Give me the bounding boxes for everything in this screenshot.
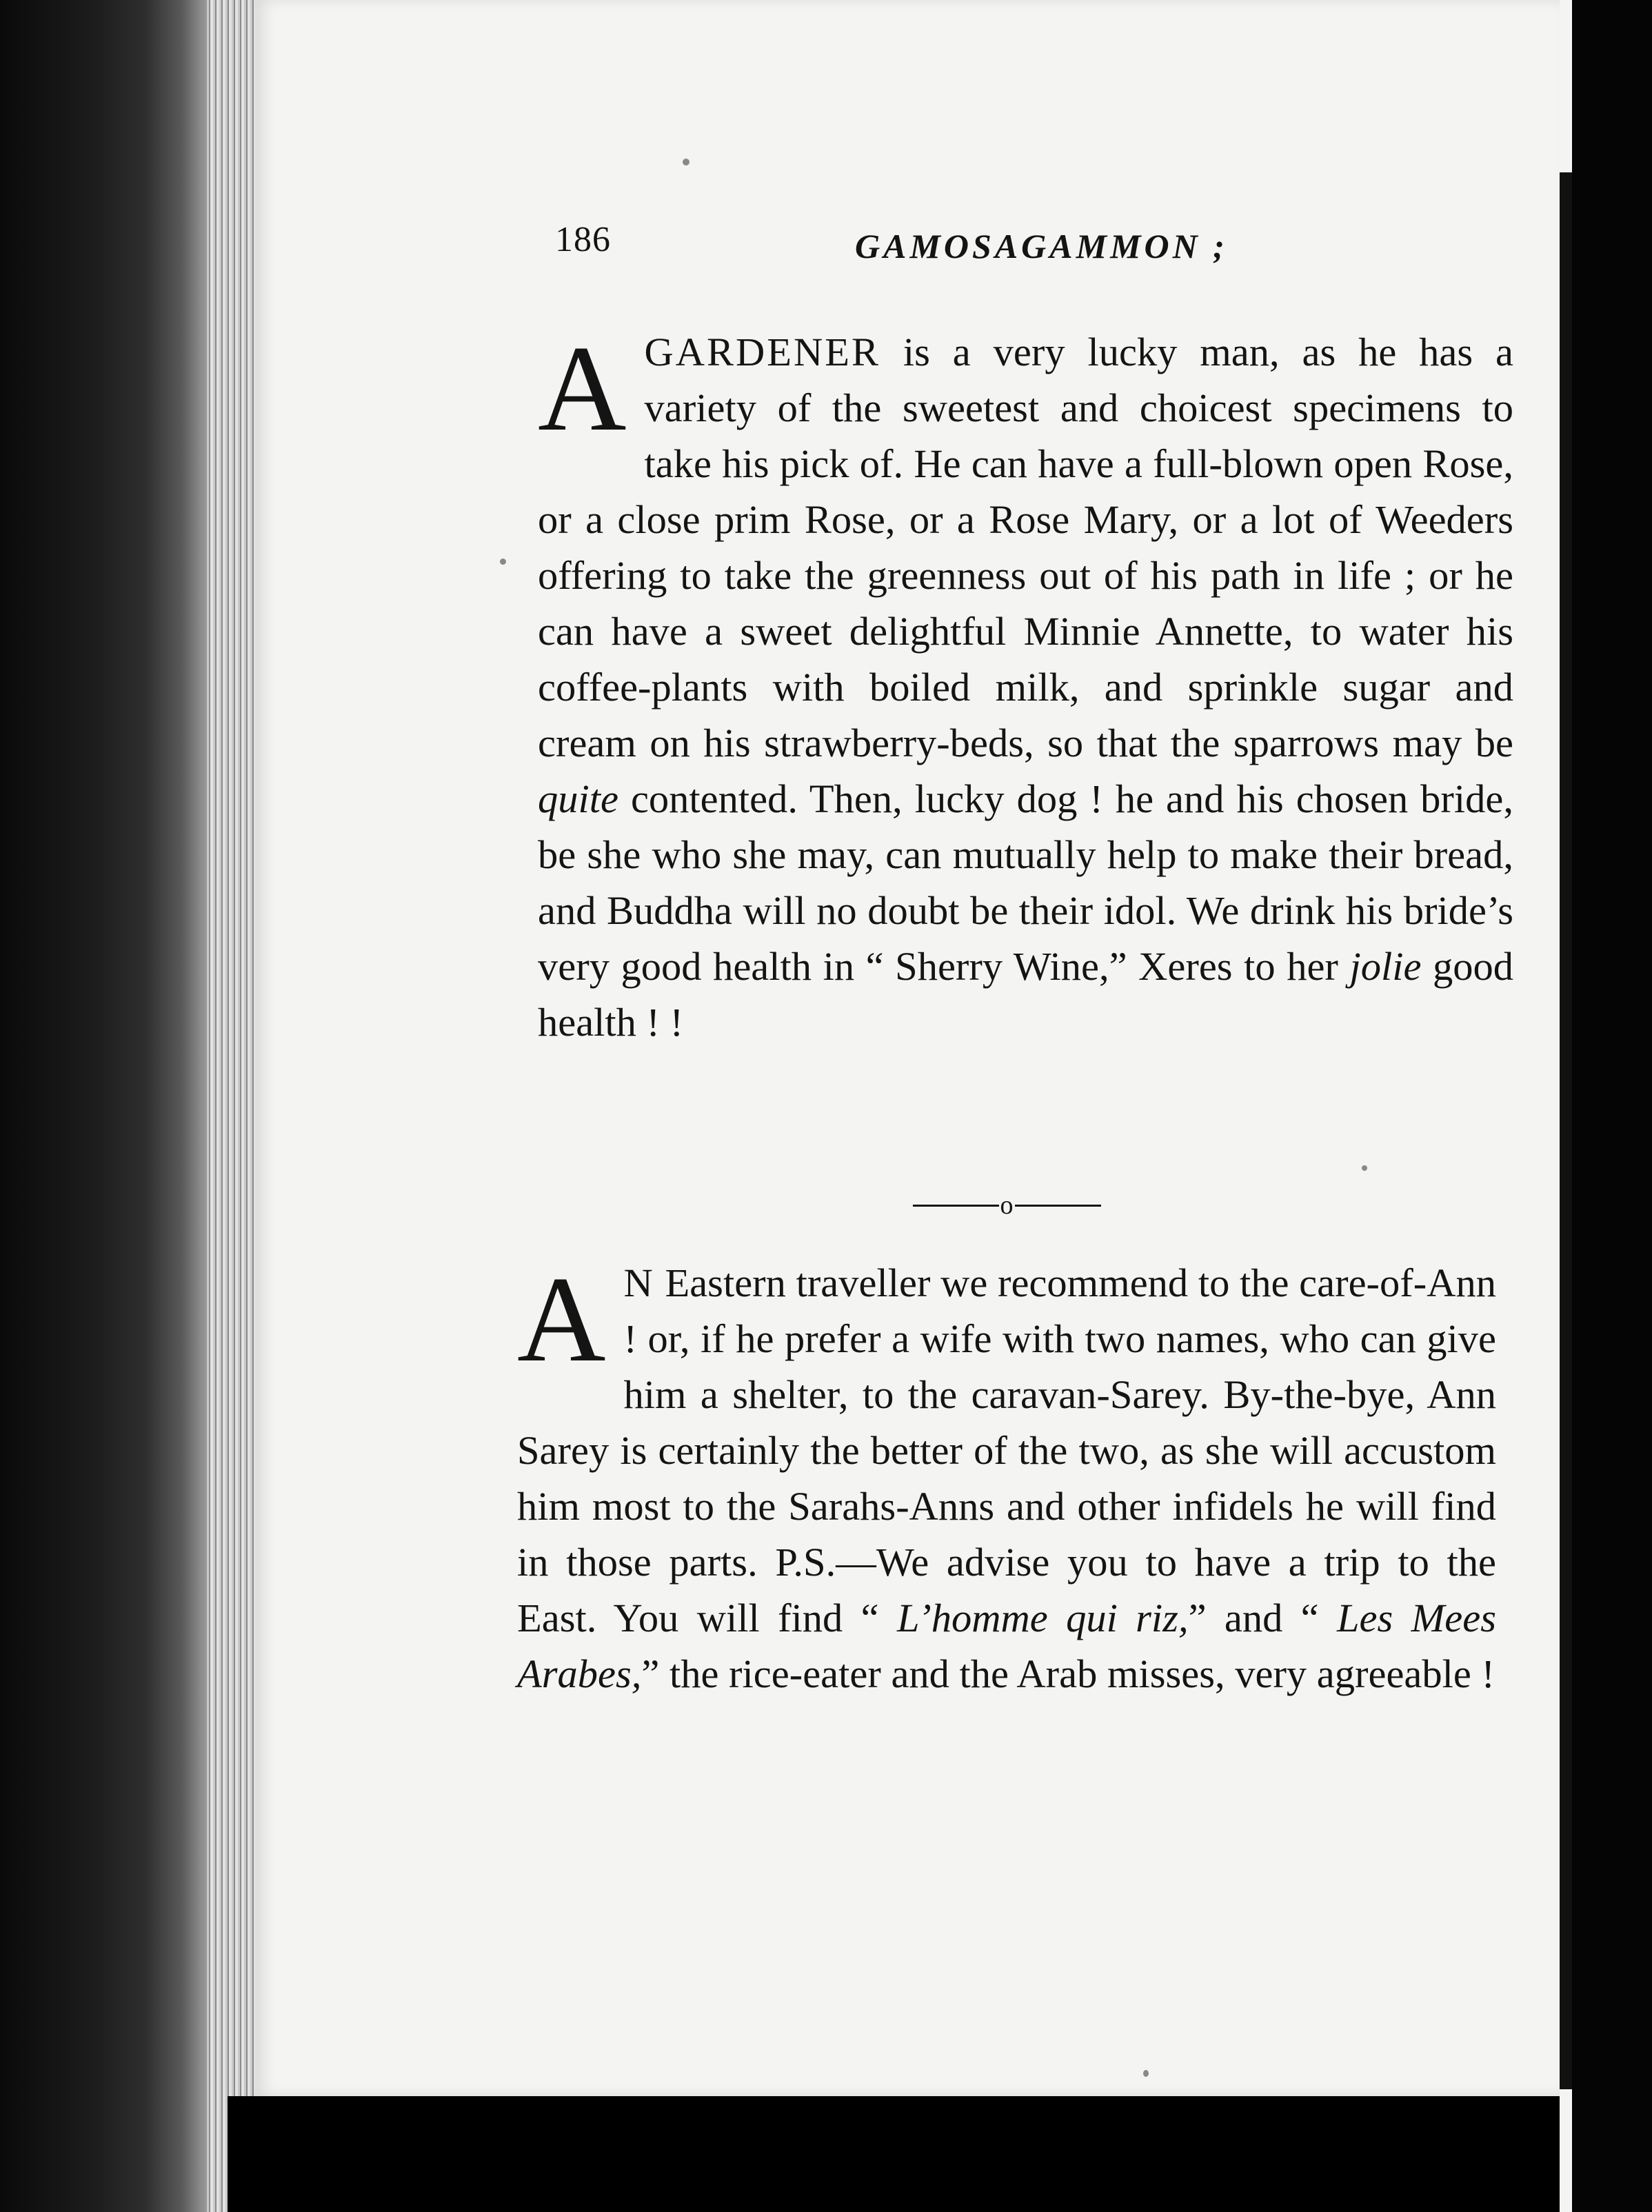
- paper-speck: [683, 159, 689, 165]
- page-number: 186: [555, 220, 611, 259]
- entry-text: ” and “: [1188, 1596, 1337, 1640]
- lead-word: N: [623, 1260, 655, 1305]
- drop-cap: A: [517, 1251, 606, 1387]
- entry-eastern-traveller: [517, 1251, 1496, 1702]
- entry-text: ” the rice-eater and the Arab misses, very agreeable !: [641, 1651, 1495, 1696]
- paper-speck: [1143, 2070, 1149, 2077]
- entry-italic: Les Mees Arabes,: [517, 1596, 1496, 1696]
- entry-italic: jolie: [1349, 944, 1422, 989]
- page-stack-edges: [207, 0, 255, 2212]
- section-divider: [903, 1192, 1110, 1219]
- running-title: GAMOSAGAMMON ;: [855, 227, 1228, 265]
- divider-rule: [913, 1205, 999, 1207]
- entry-text: contented. Then, lucky dog ! he and his chosen bride, be she who she may, can mutually help to make their bread, and Buddha will no doubt be their idol. We drink his bride’s very good health in “ Sherry Wine,” Xeres to her: [538, 776, 1513, 989]
- paper-speck: [1362, 1165, 1367, 1171]
- paper-speck: [500, 559, 506, 565]
- gutter-shadow: [1560, 172, 1572, 2089]
- book-binding: [0, 0, 207, 2212]
- lead-word: GARDENER: [644, 330, 881, 374]
- entry-text: good health ! !: [538, 944, 1514, 1045]
- entry-text: Eastern traveller we recommend to the care-of-Ann ! or, if he prefer a wife with two names, who can give him a shelter, to the caravan-Sarey. By-the-bye, Ann Sarey is certainly the better of the two, as she will accustom him most to the Sarahs-Anns and other infidels he will find in those parts. P.S.—We advise you to have a trip to the East. You will find “: [517, 1260, 1496, 1640]
- entry-italic: quite: [538, 776, 618, 821]
- scan-background: [228, 2096, 1606, 2212]
- divider-ornament: o: [1000, 1191, 1014, 1220]
- entry-text: is a very lucky man, as he has a variety of the sweetest and choicest specimens to take his pick of. He can have a full-blown open Rose, or a close prim Rose, or a Rose Mary, or a lot of Weeders offering to take the greenness out of his path in life ; or he can have a sweet delightful Minnie Annette, to water his coffee-plants with boiled milk, and sprinkle sugar and cream on his strawberry-beds, so that the sparrows may be: [538, 330, 1513, 765]
- drop-cap: A: [538, 320, 627, 456]
- entry-italic: L’homme qui riz,: [896, 1596, 1189, 1640]
- scan-right-border: [1560, 0, 1652, 2212]
- entry-gardener: [538, 320, 1514, 1050]
- divider-rule: [1015, 1205, 1101, 1207]
